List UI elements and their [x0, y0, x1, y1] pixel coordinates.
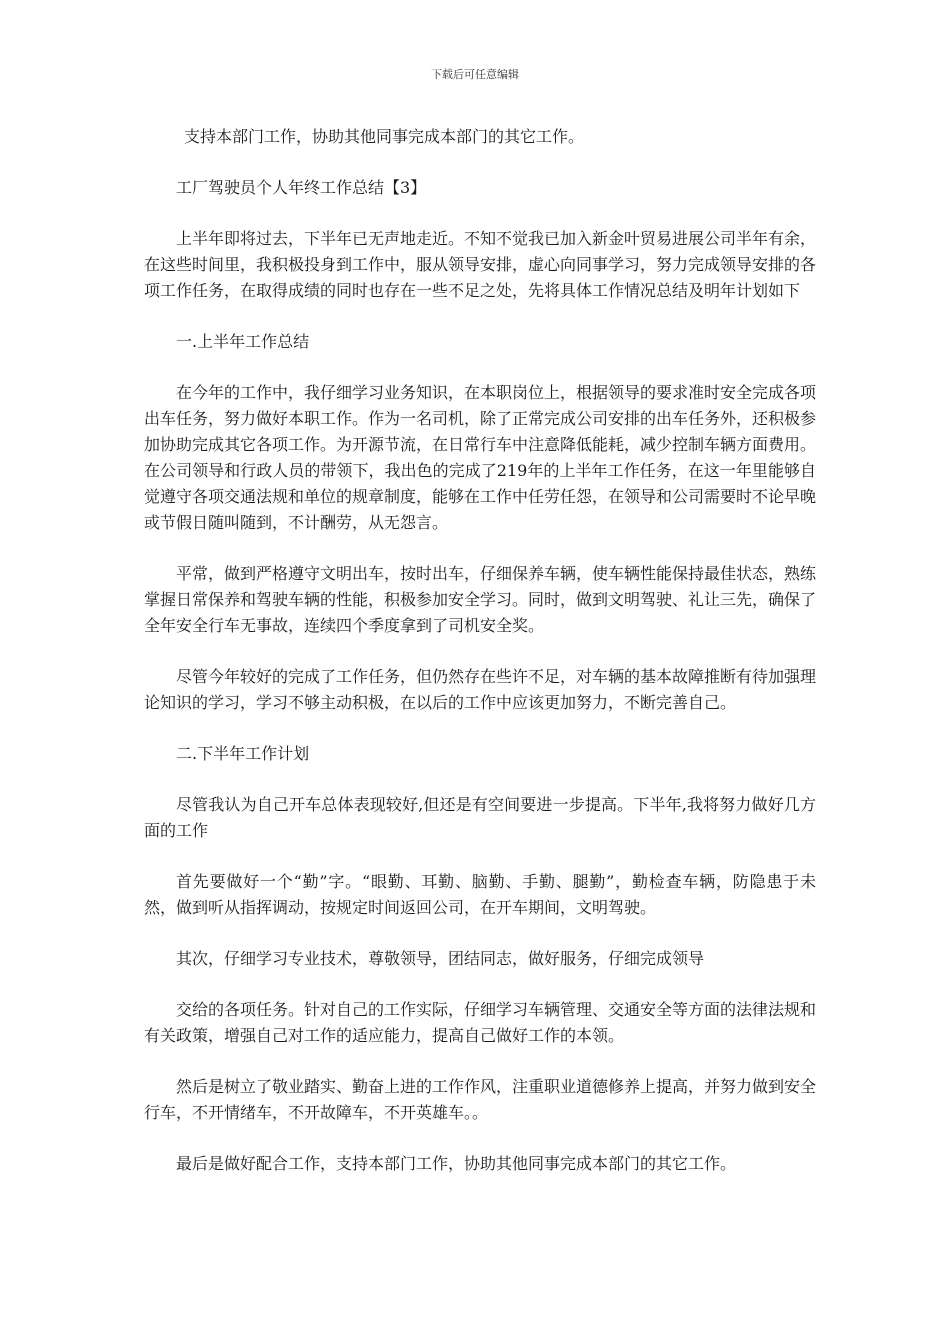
- paragraph-work-summary: 在今年的工作中，我仔细学习业务知识，在本职岗位上，根据领导的要求准时安全完成各项出车任务，努力做好本职工作。作为一名司机，除了正常完成公司安排的出车任务外，还积极参加协助完成其它各项工作。为开源节流，在日常行车中注意降低能耗，减少控制车辆方面费用。在公司领导和行政人员的带领下，我出色的完成了219年的上半年工作任务，在这一年里能够自觉遵守各项交通法规和单位的规章制度，能够在工作中任劳任怨，在领导和公司需要时不论早晚或节假日随叫随到，不计酬劳，从无怨言。: [144, 383, 817, 532]
- section-heading-second-half: 二.下半年工作计划: [176, 744, 310, 763]
- paragraph-plan-first: 首先要做好一个“勤”字。“眼勤、耳勤、脑勤、手勤、腿勤”，勤检查车辆，防隐患于未然，做到听从指挥调动，按规定时间返回公司，在开车期间，文明驾驶。: [144, 872, 816, 917]
- paragraph-safe-driving: 平常，做到严格遵守文明出车，按时出车，仔细保养车辆，使车辆性能保持最佳状态，熟练掌握日常保养和驾驶车辆的性能，积极参加安全学习。同时，做到文明驾驶、礼让三先，确保了全年安全行车无事故，连续四个季度拿到了司机安全奖。: [144, 564, 817, 635]
- paragraph-plan-intro: 尽管我认为自己开车总体表现较好,但还是有空间要进一步提高。下半年,我将努力做好几方面的工作: [144, 795, 816, 840]
- paragraph-plan-second: 其次，仔细学习专业技术，尊敬领导，团结同志，做好服务，仔细完成领导: [176, 949, 705, 968]
- header-note: 下载后可任意编辑: [431, 68, 519, 81]
- document-title: 工厂驾驶员个人年终工作总结【3】: [176, 178, 427, 197]
- section-heading-first-half: 一.上半年工作总结: [176, 332, 310, 351]
- paragraph-shortcomings: 尽管今年较好的完成了工作任务，但仍然存在些许不足，对车辆的基本故障推断有待加强理论知识的学习，学习不够主动积极，在以后的工作中应该更加努力，不断完善自己。: [144, 667, 817, 712]
- paragraph-continuation: 支持本部门工作，协助其他同事完成本部门的其它工作。: [184, 127, 585, 146]
- paragraph-plan-third: 然后是树立了敬业踏实、勤奋上进的工作作风，注重职业道德修养上提高，并努力做到安全行车，不开情绪车，不开故障车，不开英雄车。。: [144, 1077, 817, 1122]
- document-body: [144, 124, 816, 1202]
- paragraph-plan-second-cont: 交给的各项任务。针对自己的工作实际，仔细学习车辆管理、交通安全等方面的法律法规和有关政策，增强自己对工作的适应能力，提高自己做好工作的本领。: [144, 1000, 817, 1045]
- paragraph-plan-last: 最后是做好配合工作，支持本部门工作，协助其他同事完成本部门的其它工作。: [176, 1154, 737, 1173]
- paragraph-intro: 上半年即将过去，下半年已无声地走近。不知不觉我已加入新金叶贸易进展公司半年有余，在这些时间里，我积极投身到工作中，服从领导安排，虚心向同事学习，努力完成领导安排的各项工作任务，在取得成绩的同时也存在一些不足之处，先将具体工作情况总结及明年计划如下: [144, 229, 817, 300]
